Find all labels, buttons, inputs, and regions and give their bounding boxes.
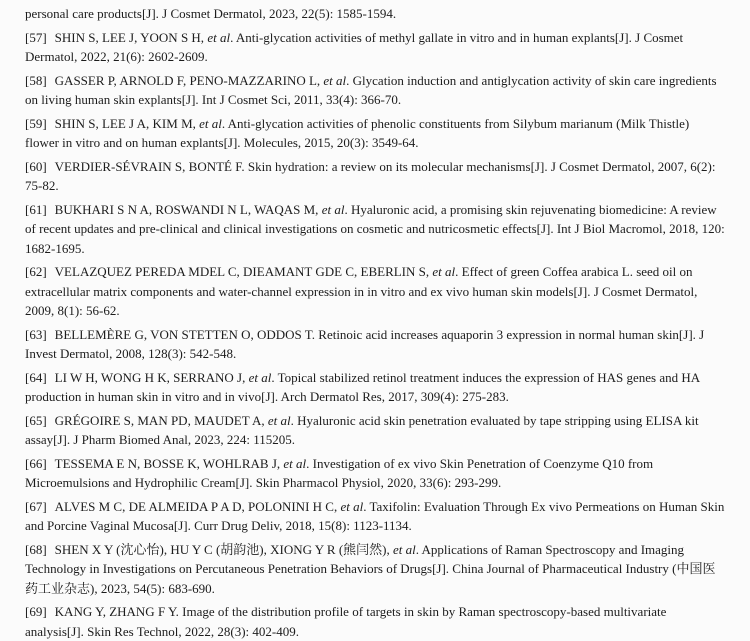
reference-text-segment: . Topical stabilized retinol treatment induces the expression of HAS genes and HA production in human skin in vitro and in vivo[J]. Arch Dermatol Res, 2017, 309(4): 275-283. [25, 370, 699, 405]
reference-number: [58] [25, 73, 55, 88]
reference-text-segment: BUKHARI S N A, ROSWANDI N L, WAQAS M, [55, 202, 322, 217]
reference-number: [65] [25, 413, 55, 428]
reference-item [25, 602, 726, 641]
reference-etal-italic: et al [340, 499, 363, 514]
reference-item [25, 157, 726, 196]
reference-text-segment: . Glycation induction and antiglycation activity of skin care ingredients on living human skin explants[J]. Int J Cosmet Sci, 2011, 33(4): 366-70. [25, 73, 717, 108]
reference-text-segment: . Taxifolin: Evaluation Through Ex vivo Permeations on Human Skin and Porcine Vaginal Mucosa[J]. Curr Drug Deliv, 2018, 15(8): 1123-1134. [25, 499, 724, 534]
reference-text-segment: GRÉGOIRE S, MAN PD, MAUDET A, [55, 413, 268, 428]
reference-item [25, 497, 726, 536]
reference-etal-italic: et al [323, 73, 346, 88]
reference-number: [62] [25, 264, 55, 279]
reference-text-segment: KANG Y, ZHANG F Y. Image of the distribution profile of targets in skin by Raman spectroscopy-based multivariate analysis[J]. Skin Res Technol, 2022, 28(3): 402-409. [25, 604, 666, 639]
reference-number: [63] [25, 327, 55, 342]
reference-number: [68] [25, 542, 55, 557]
reference-text-segment: SHIN S, LEE J, YOON S H, [55, 30, 208, 45]
reference-text-segment: . Anti-glycation activities of phenolic constituents from Silybum marianum (Milk Thistle) flower in vitro and on human explants[J]. Molecules, 2015, 20(3): 3549-64. [25, 116, 689, 151]
reference-etal-italic: et al [207, 30, 230, 45]
reference-number: [61] [25, 202, 55, 217]
reference-item [25, 454, 726, 493]
reference-text-segment: BELLEMÈRE G, VON STETTEN O, ODDOS T. Retinoic acid increases aquaporin 3 expression in normal human skin[J]. J Invest Dermatol, 2008, 128(3): 542-548. [25, 327, 704, 362]
reference-etal-italic: et al [432, 264, 455, 279]
reference-number: [59] [25, 116, 55, 131]
reference-item [25, 368, 726, 407]
reference-etal-italic: et al [268, 413, 291, 428]
reference-item [25, 262, 726, 321]
reference-etal-italic: et al [199, 116, 222, 131]
reference-number: [66] [25, 456, 55, 471]
reference-number: [60] [25, 159, 55, 174]
reference-text-segment: GASSER P, ARNOLD F, PENO-MAZZARINO L, [55, 73, 324, 88]
reference-text-segment: LI W H, WONG H K, SERRANO J, [55, 370, 249, 385]
reference-item [25, 71, 726, 110]
reference-text-segment: . Investigation of ex vivo Skin Penetration of Coenzyme Q10 from Microemulsions and Hydrophilic Cream[J]. Skin Pharmacol Physiol, 2020, 33(6): 293-299. [25, 456, 653, 491]
reference-item [25, 114, 726, 153]
reference-text-segment: ALVES M C, DE ALMEIDA P A D, POLONINI H C, [55, 499, 341, 514]
reference-text-segment: VERDIER-SÉVRAIN S, BONTÉ F. Skin hydration: a review on its molecular mechanisms[J]. J Cosmet Dermatol, 2007, 6(2): 75-82. [25, 159, 715, 194]
reference-etal-italic: et al [283, 456, 306, 471]
reference-number: [69] [25, 604, 55, 619]
reference-fragment: personal care products[J]. J Cosmet Dermatol, 2023, 22(5): 1585-1594. [25, 4, 726, 24]
reference-item [25, 325, 726, 364]
reference-text-segment: . Applications of Raman Spectroscopy and Imaging Technology in Investigations on Percutaneous Penetration Behaviors of Drugs[J]. China Journal of Pharmaceutical Industry (中国医药工业杂志), 2023, 54(5): 683-690. [25, 542, 715, 596]
reference-number: [67] [25, 499, 55, 514]
references-list [25, 28, 726, 641]
reference-item [25, 200, 726, 259]
reference-etal-italic: et al [249, 370, 272, 385]
reference-text-segment: . Effect of green Coffea arabica L. seed oil on extracellular matrix components and water-channel expression in in vitro and ex vivo human skin models[J]. J Cosmet Dermatol, 2009, 8(1): 56-62. [25, 264, 697, 318]
reference-text-segment: VELAZQUEZ PEREDA MDEL C, DIEAMANT GDE C, EBERLIN S, [55, 264, 433, 279]
reference-text-segment: SHEN X Y (沈心怡), HU Y C (胡韵池), XIONG Y R (熊闫然), [55, 542, 393, 557]
reference-item [25, 411, 726, 450]
reference-etal-italic: et al [322, 202, 345, 217]
reference-text-segment: TESSEMA E N, BOSSE K, WOHLRAB J, [55, 456, 284, 471]
reference-item [25, 28, 726, 67]
reference-number: [57] [25, 30, 55, 45]
reference-text-segment: . Anti-glycation activities of methyl gallate in vitro and in human explants[J]. J Cosmet Dermatol, 2022, 21(6): 2602-2609. [25, 30, 683, 65]
reference-item [25, 540, 726, 599]
reference-etal-italic: et al [393, 542, 416, 557]
reference-text-segment: . Hyaluronic acid, a promising skin rejuvenating biomedicine: A review of recent updates and pre-clinical and clinical investigations on cosmetic and nutricosmetic effects[J]. Int J Biol Macromol, 2018, 120: 1682-1695. [25, 202, 725, 256]
reference-text-segment: SHIN S, LEE J A, KIM M, [55, 116, 199, 131]
reference-number: [64] [25, 370, 55, 385]
reference-text-segment: . Hyaluronic acid skin penetration evaluated by tape stripping using ELISA kit assay[J]. J Pharm Biomed Anal, 2023, 224: 115205. [25, 413, 699, 448]
